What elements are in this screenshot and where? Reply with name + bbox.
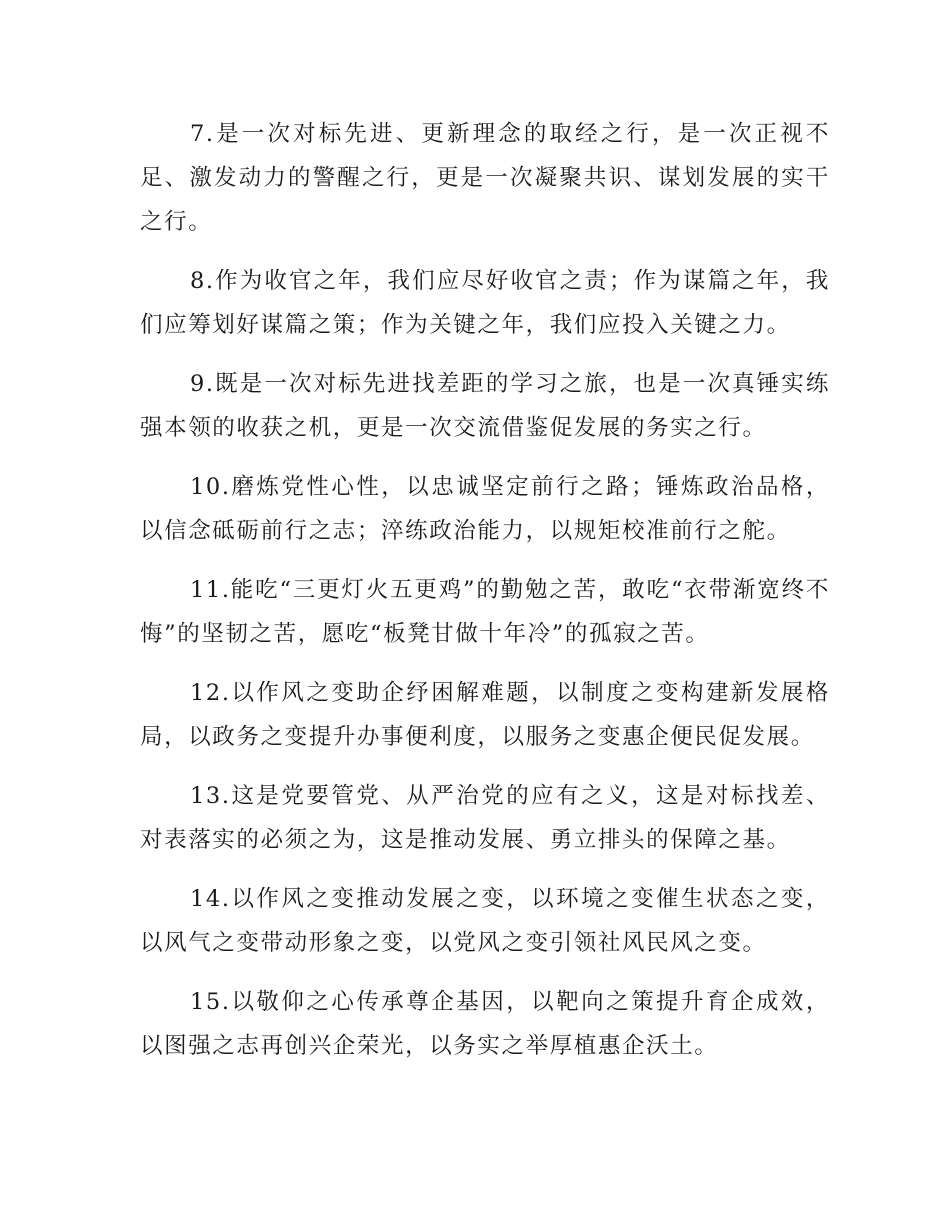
paragraph-15: 15.以敬仰之心传承尊企基因，以靶向之策提升育企成效，以图强之志再创兴企荣光，以务实之举厚植惠企沃土。 <box>140 989 830 1059</box>
paragraph-12: 12.以作风之变助企纾困解难题，以制度之变构建新发展格局，以政务之变提升办事便利度，以服务之变惠企便民促发展。 <box>140 680 830 750</box>
paragraph-8: 8.作为收官之年，我们应尽好收官之责；作为谋篇之年，我们应筹划好谋篇之策；作为关键之年，我们应投入关键之力。 <box>140 268 830 338</box>
paragraph-10: 10.磨炼党性心性，以忠诚坚定前行之路；锤炼政治品格，以信念砥砺前行之志；淬练政治能力，以规矩校准前行之舵。 <box>140 474 830 544</box>
paragraph-7: 7.是一次对标先进、更新理念的取经之行，是一次正视不足、激发动力的警醒之行，更是一次凝聚共识、谋划发展的实干之行。 <box>140 121 830 235</box>
paragraph-11: 11.能吃“三更灯火五更鸡”的勤勉之苦，敢吃“衣带渐宽终不悔”的坚韧之苦，愿吃“板凳甘做十年冷”的孤寂之苦。 <box>140 577 830 647</box>
paragraph-9: 9.既是一次对标先进找差距的学习之旅，也是一次真锤实练强本领的收获之机，更是一次交流借鉴促发展的务实之行。 <box>140 371 830 441</box>
paragraph-14: 14.以作风之变推动发展之变，以环境之变催生状态之变，以风气之变带动形象之变，以党风之变引领社风民风之变。 <box>140 886 830 956</box>
document-body <box>140 112 830 1083</box>
paragraph-13: 13.这是党要管党、从严治党的应有之义，这是对标找差、对表落实的必须之为，这是推动发展、勇立排头的保障之基。 <box>140 783 830 853</box>
